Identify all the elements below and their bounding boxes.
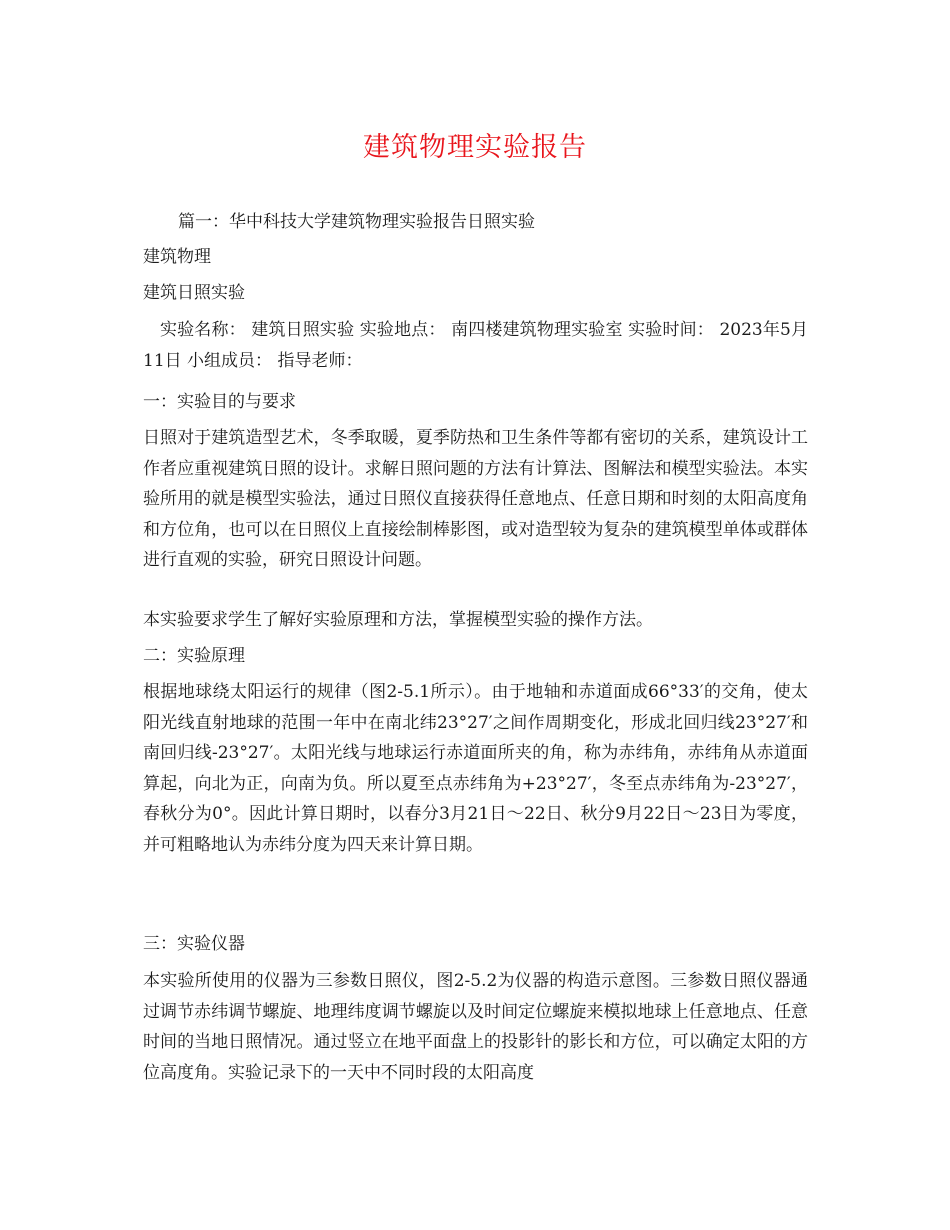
- section1-paragraph-2: 本实验要求学生了解好实验原理和方法，掌握模型实验的操作方法。: [143, 610, 653, 630]
- experiment-line: 建筑日照实验: [143, 283, 245, 303]
- section3-heading: 三：实验仪器: [143, 934, 245, 954]
- document-title: 建筑物理实验报告: [363, 132, 587, 163]
- info-paragraph: 实验名称： 建筑日照实验 实验地点： 南四楼建筑物理实验室 实验时间： 2023年5月11日 小组成员： 指导老师：: [143, 320, 808, 371]
- section2-paragraph-1: 根据地球绕太阳运行的规律（图2-5.1所示）。由于地轴和赤道面成66°33′的交角，使太阳光线直射地球的范围一年中在南北纬23°27′之间作周期变化，形成北回归线23°27′和南回归线-23°27′。太阳光线与地球运行赤道面所夹的角，称为赤纬角，赤纬角从赤道面算起，向北为正，向南为负。所以夏至点赤纬角为+23°27′，冬至点赤纬角为-23°27′，春秋分为0°。因此计算日期时，以春分3月21日～22日、秋分9月22日～23日为零度，并可粗略地认为赤纬分度为四天来计算日期。: [143, 682, 808, 855]
- section1-heading: 一：实验目的与要求: [143, 392, 296, 412]
- course-line: 建筑物理: [143, 247, 211, 267]
- section2-heading: 二：实验原理: [143, 646, 245, 666]
- subtitle: 篇一：华中科技大学建筑物理实验报告日照实验: [178, 212, 535, 232]
- section3-paragraph-1: 本实验所使用的仪器为三参数日照仪，图2-5.2为仪器的构造示意图。三参数日照仪器通过调节赤纬调节螺旋、地理纬度调节螺旋以及时间定位螺旋来模拟地球上任意地点、任意时间的当地日照情况。通过竖立在地平面盘上的投影针的影长和方位，可以确定太阳的方位高度角。实验记录下的一天中不同时段的太阳高度: [143, 971, 808, 1083]
- section1-paragraph-1: 日照对于建筑造型艺术，冬季取暖，夏季防热和卫生条件等都有密切的关系，建筑设计工作者应重视建筑日照的设计。求解日照问题的方法有计算法、图解法和模型实验法。本实验所用的就是模型实验法，通过日照仪直接获得任意地点、任意日期和时刻的太阳高度角和方位角，也可以在日照仪上直接绘制棒影图，或对造型较为复杂的建筑模型单体或群体进行直观的实验，研究日照设计问题。: [143, 428, 808, 571]
